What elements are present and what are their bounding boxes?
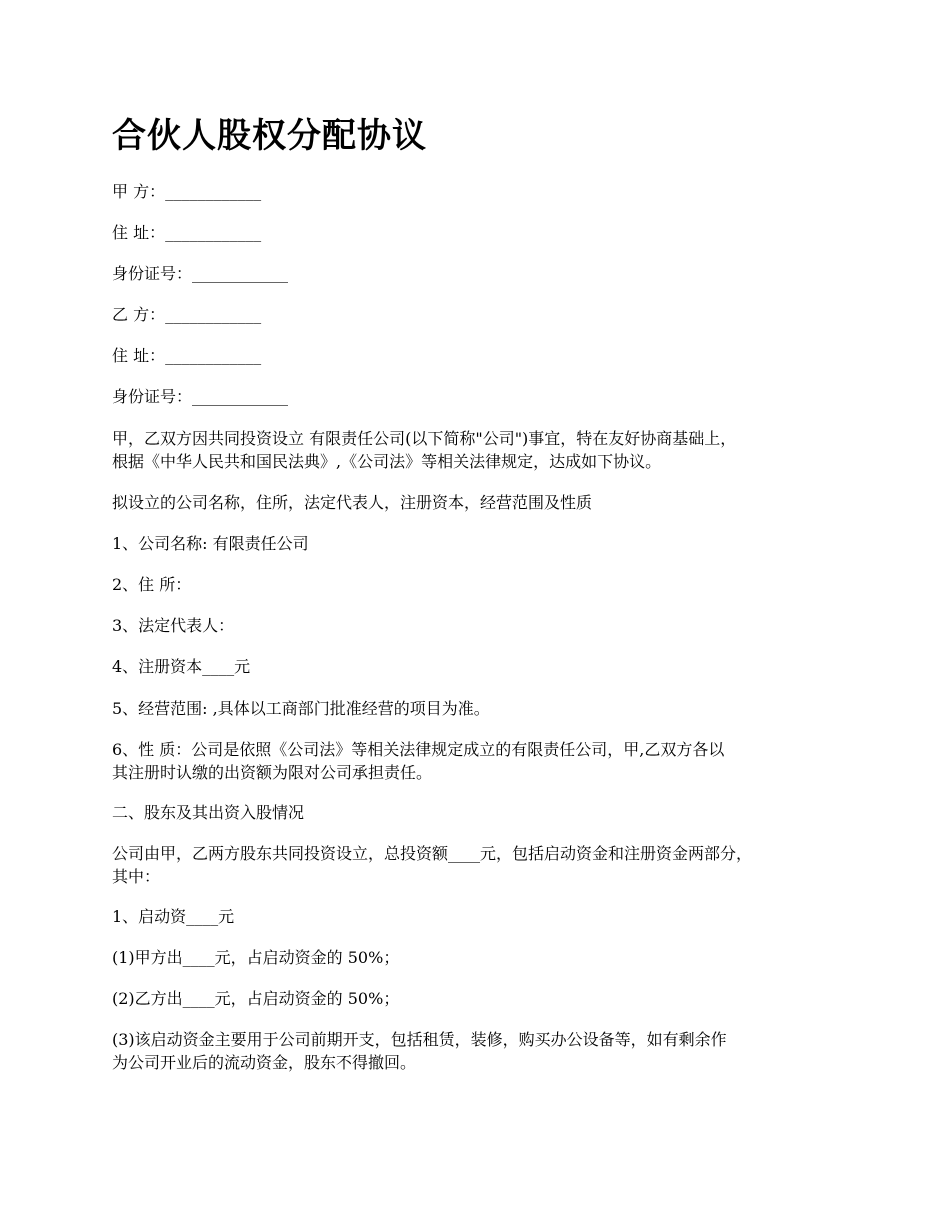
party-a-address-line: 住 址：____________ [112, 223, 262, 242]
preamble-line-2: 根据《中华人民共和国民法典》,《公司法》等相关法律规定，达成如下协议。 [112, 452, 662, 471]
clause-nature-line-2: 其注册时认缴的出资额为限对公司承担责任。 [112, 763, 433, 782]
party-a-id-line: 身份证号：____________ [112, 264, 289, 283]
investment-line-2: 其中： [112, 867, 161, 886]
investment-line-1: 公司由甲，乙两方股东共同投资设立，总投资额____元，包括启动资金和注册资金两部分， [112, 844, 753, 863]
party-a-name-line: 甲 方：____________ [112, 182, 262, 201]
party-b-id-line: 身份证号：____________ [112, 387, 289, 406]
clause-business-scope: 5、经营范围: ,具体以工商部门批准经营的项目为准。 [112, 699, 490, 718]
clause-capital-usage-line-1: (3)该启动资金主要用于公司前期开支，包括租赁，装修，购买办公设备等，如有剩余作 [112, 1030, 727, 1049]
party-b-address-line: 住 址：____________ [112, 346, 262, 365]
clause-capital-usage-line-2: 为公司开业后的流动资金，股东不得撤回。 [112, 1053, 417, 1072]
section-two-heading: 二、股东及其出资入股情况 [112, 803, 305, 822]
clause-startup-capital: 1、启动资____元 [112, 907, 235, 926]
clause-party-b-contribution: (2)乙方出____元，占启动资金的 50%； [112, 989, 400, 1008]
section-company-heading: 拟设立的公司名称，住所，法定代表人，注册资本，经营范围及性质 [112, 493, 593, 512]
clause-party-a-contribution: (1)甲方出____元，占启动资金的 50%； [112, 948, 400, 967]
clause-domicile: 2、住 所： [112, 575, 192, 594]
party-b-name-line: 乙 方：____________ [112, 305, 262, 324]
document-title: 合伙人股权分配协议 [112, 116, 427, 156]
preamble-line-1: 甲，乙双方因共同投资设立 有限责任公司(以下简称"公司")事宜，特在友好协商基础上， [112, 429, 737, 448]
clause-company-name: 1、公司名称: 有限责任公司 [112, 534, 309, 553]
clause-registered-capital: 4、注册资本____元 [112, 657, 251, 676]
clause-legal-representative: 3、法定代表人： [112, 616, 235, 635]
clause-nature-line-1: 6、性 质：公司是依照《公司法》等相关法律规定成立的有限责任公司，甲,乙双方各以 [112, 740, 725, 759]
